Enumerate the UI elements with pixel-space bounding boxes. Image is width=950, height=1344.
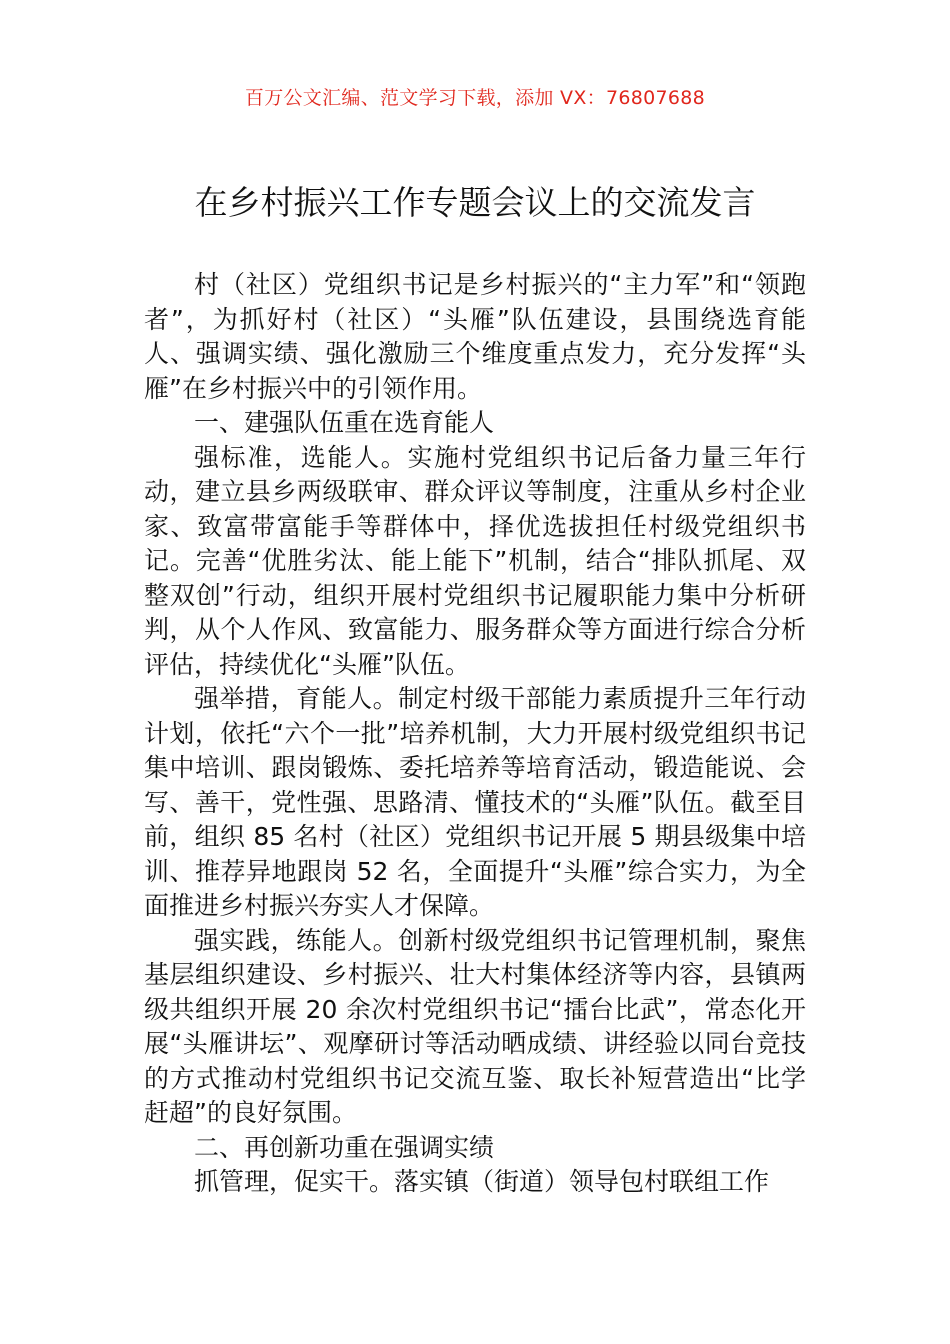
section-heading-1: 一、建强队伍重在选育能人 [194, 408, 495, 437]
header-note: 百万公文汇编、范文学习下载，添加 VX：76807688 [244, 87, 706, 109]
paragraph-cultivate-talent: 强举措，育能人。制定村级干部能力素质提升三年行动计划，依托“六个一批”培养机制，大力开展村级党组织书记集中培训、跟岗锻炼、委托培养等培育活动，锻造能说、会写、善干，党性强、思路清、懂技术的“头雁”队伍。截至目前，组织 85 名村（社区）党组织书记开展 5 期县级集中培训、推荐异地跟岗 52 名，全面提升“头雁”综合实力，为全面推进乡村振兴夯实人才保障。 [144, 684, 806, 920]
paragraph-select-talent: 强标准，选能人。实施村党组织书记后备力量三年行动，建立县乡两级联审、群众评议等制度，注重从乡村企业家、致富带富能手等群体中，择优选拔担任村级党组织书记。完善“优胜劣汰、能上能下”机制，结合“排队抓尾、双整双创”行动，组织开展村党组织书记履职能力集中分析研判，从个人作风、致富能力、服务群众等方面进行综合分析评估，持续优化“头雁”队伍。 [144, 442, 806, 679]
section-heading-2: 二、再创新功重在强调实绩 [194, 1132, 495, 1162]
paragraph-management: 抓管理，促实干。落实镇（街道）领导包村联组工作 [194, 1167, 770, 1196]
document-title: 在乡村振兴工作专题会议上的交流发言 [194, 183, 756, 222]
paragraph-train-talent: 强实践，练能人。创新村级党组织书记管理机制，聚焦基层组织建设、乡村振兴、壮大村集体经济等内容，县镇两级共组织开展 20 余次村党组织书记“擂台比武”，常态化开展“头雁讲坛”、观摩研讨等活动晒成绩、讲经验以同台竞技的方式推动村党组织书记交流互鉴、取长补短营造出“比学赶超”的良好氛围。 [144, 925, 806, 1127]
document-body [144, 268, 806, 1200]
paragraph-intro: 村（社区）党组织书记是乡村振兴的“主力军”和“领跑者”，为抓好村（社区）“头雁”队伍建设，县围绕选育能人、强调实绩、强化激励三个维度重点发力，充分发挥“头雁”在乡村振兴中的引领作用。 [144, 270, 806, 403]
